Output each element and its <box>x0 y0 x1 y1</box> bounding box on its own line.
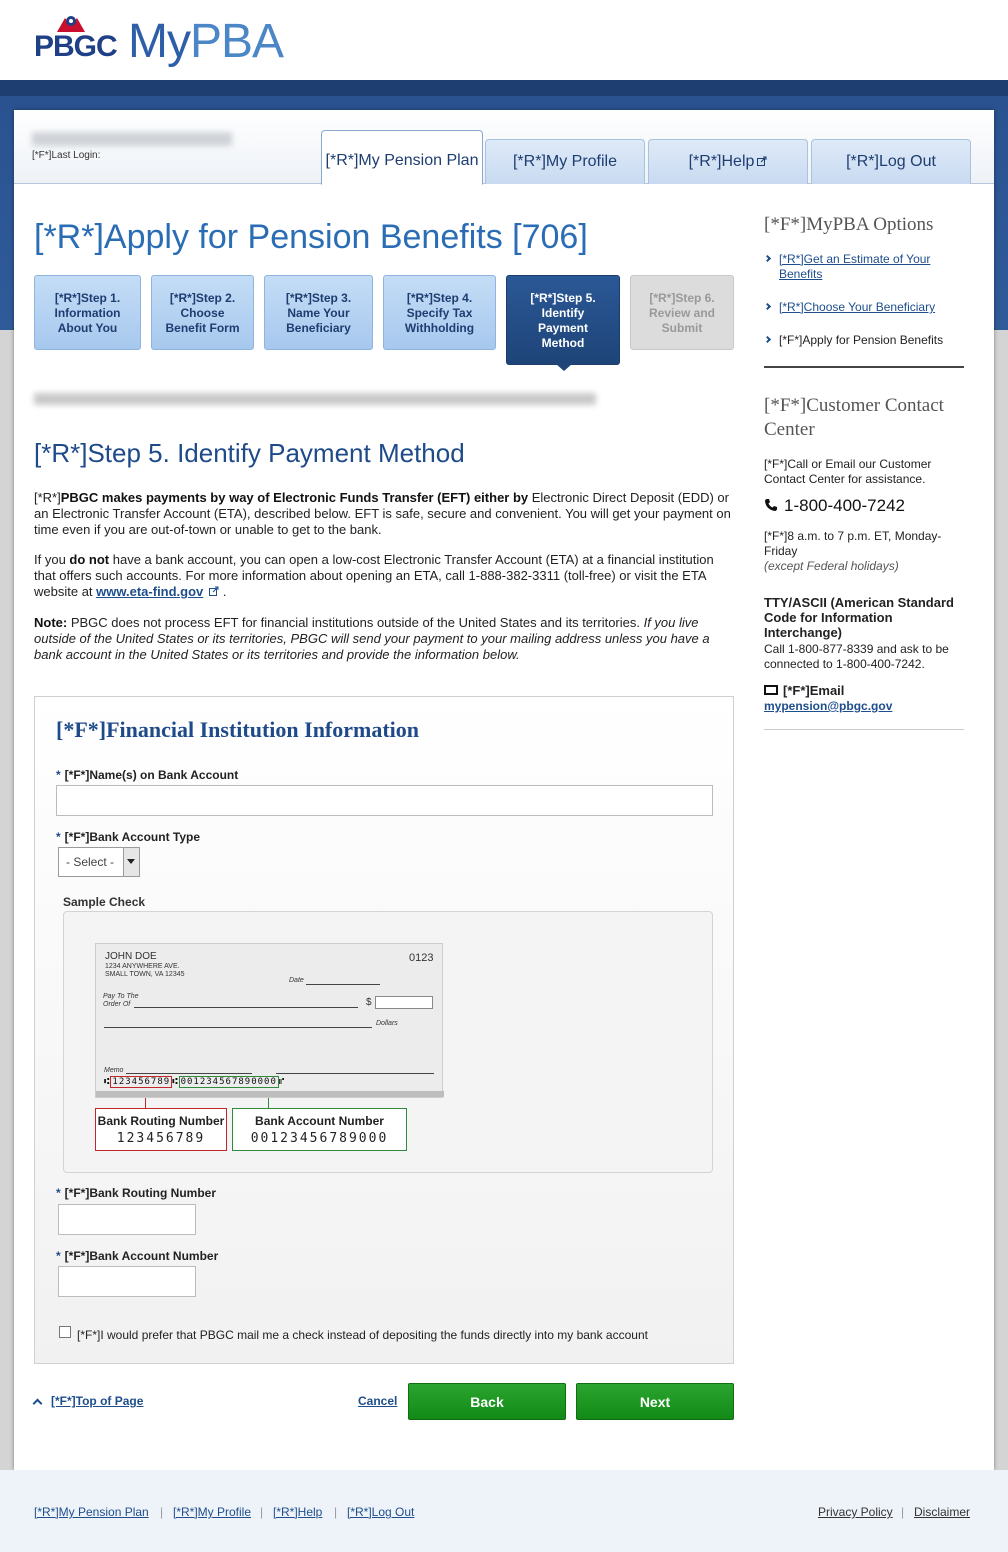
footer-separator: | <box>901 1505 905 1519</box>
routing-number-input[interactable] <box>58 1204 196 1235</box>
check-dollars-label: Dollars <box>376 1020 398 1027</box>
check-date-label: Date <box>289 977 304 984</box>
account-number-label <box>56 1249 218 1263</box>
tab-log-out[interactable]: [*R*]Log Out <box>811 139 971 184</box>
step-4[interactable] <box>383 275 496 350</box>
account-callout <box>232 1108 407 1151</box>
required-marker: * <box>56 830 61 844</box>
name-on-account-input[interactable] <box>56 785 713 816</box>
p3-italic: If you live outside of the United States or its territories, PBGC will send your payment to your mailing address unless you have a bank account in the United States or its territories and provide the information below. <box>34 615 710 662</box>
check-date-line <box>306 984 380 985</box>
contact-intro: [*F*]Call or Email our Customer Contact Center for assistance. <box>764 457 932 486</box>
account-type-label <box>56 830 200 844</box>
footer-log-out[interactable]: [*R*]Log Out <box>347 1505 415 1519</box>
plan-name-redacted <box>34 393 596 405</box>
step-5-line3: Payment <box>537 321 589 335</box>
step-5-line1: [*R*]Step 5. <box>530 291 596 305</box>
account-type-select[interactable] <box>58 847 140 877</box>
tab-help[interactable] <box>648 139 808 184</box>
main-panel <box>14 110 994 1470</box>
top-bar <box>14 110 994 184</box>
step-4-line3: Withholding <box>404 321 475 335</box>
step-3-line1: [*R*]Step 3. <box>285 291 352 305</box>
chevron-right-icon <box>764 336 771 343</box>
footer-separator: | <box>334 1505 338 1519</box>
top-of-page-text: [*F*]Top of Page <box>51 1394 144 1408</box>
step-2-line3: Benefit Form <box>165 321 240 335</box>
account-callout-label: Bank Account Number <box>255 1114 384 1128</box>
tty-text: Call 1-800-877-8339 and ask to be connected to 1-800-400-7242. <box>764 642 949 671</box>
micr-close: ⑈ <box>278 1077 286 1087</box>
header-band <box>0 80 1008 96</box>
micr-mid: ⑆ <box>172 1077 179 1087</box>
email-link[interactable]: mypension@pbgc.gov <box>764 699 893 713</box>
required-marker: * <box>56 768 61 782</box>
routing-number-label <box>56 1186 216 1200</box>
contact-holidays: (except Federal holidays) <box>764 559 899 573</box>
routing-callout-label: Bank Routing Number <box>97 1114 225 1128</box>
step-5-line2: Identify <box>541 306 585 320</box>
check-payee-line <box>134 1007 358 1008</box>
check-pay-to-1: Pay To The <box>103 993 139 1000</box>
required-marker: * <box>56 1186 61 1200</box>
footer-disclaimer[interactable]: Disclaimer <box>914 1505 971 1519</box>
micr-account: 001234567890000 <box>180 1077 277 1087</box>
section-title: [*R*]Step 5. Identify Payment Method <box>34 438 465 468</box>
envelope-icon <box>764 685 778 695</box>
check-number: 0123 <box>409 952 434 964</box>
beneficiary-link[interactable]: [*R*]Choose Your Beneficiary <box>779 300 936 314</box>
step-5-current <box>506 275 620 365</box>
step-3-line2: Name Your <box>287 306 350 320</box>
chevron-down-icon[interactable] <box>123 848 139 876</box>
p1-prefix: [*R*] <box>34 490 61 505</box>
sidebar-item-beneficiary[interactable] <box>779 300 959 315</box>
external-link-icon <box>209 586 219 596</box>
step-2[interactable] <box>151 275 254 350</box>
contact-hours: [*F*]8 a.m. to 7 p.m. ET, Monday-Friday <box>764 529 942 558</box>
name-on-account-label <box>56 768 238 782</box>
current-step-pointer <box>556 364 572 371</box>
sample-check-image <box>95 943 443 1098</box>
step-4-line1: [*R*]Step 4. <box>406 291 473 305</box>
step-3-line3: Beneficiary <box>286 321 351 335</box>
step-1-line1: [*R*]Step 1. <box>54 291 121 305</box>
step-2-line1: [*R*]Step 2. <box>169 291 236 305</box>
p3-bold: Note: <box>34 615 68 630</box>
step-2-line2: Choose <box>180 306 225 320</box>
step-5-line4: Method <box>541 336 585 350</box>
check-micr-line <box>104 1077 285 1087</box>
contact-center-title: [*F*]Customer Contact Center <box>764 395 944 440</box>
sample-check-area <box>63 911 713 1173</box>
logo-pba: PBA <box>189 15 284 68</box>
account-number-input[interactable] <box>58 1266 196 1297</box>
mypba-logo[interactable] <box>128 14 283 69</box>
mail-check-label: [*F*]I would prefer that PBGC mail me a check instead of depositing the funds directly into my bank account <box>77 1328 648 1342</box>
eft-intro-paragraph <box>34 490 734 538</box>
sidebar-divider <box>764 366 964 368</box>
account-label-text: [*F*]Bank Account Number <box>64 1249 219 1263</box>
check-name: JOHN DOE <box>105 951 157 962</box>
step-1-line3: About You <box>57 321 118 335</box>
step-6-line2: Review and <box>648 306 716 320</box>
footer-my-pension-plan[interactable]: [*R*]My Pension Plan <box>34 1505 149 1519</box>
check-amount-line <box>104 1027 372 1028</box>
form-title: [*F*]Financial Institution Information <box>56 717 420 742</box>
sidebar-divider-bottom <box>764 729 964 730</box>
p2-a: If you <box>34 552 70 567</box>
tty-title: TTY/ASCII (American Standard Code for Information Interchange) <box>764 595 954 640</box>
footer-separator: | <box>160 1505 164 1519</box>
p1-rest: Electronic Direct Deposit (EDD) or an Electronic Transfer Account (ETA), described below. EFT is safe, secure and convenient. You will get your payment on time even if you are out-of-town or unable to get to the bank. <box>34 490 731 537</box>
required-marker: * <box>56 1249 61 1263</box>
logo-my: My <box>128 15 190 68</box>
routing-callout <box>95 1108 227 1151</box>
top-of-page-link[interactable] <box>34 1394 143 1408</box>
sidebar-item-apply-current <box>779 333 959 348</box>
phone-number: 1-800-400-7242 <box>784 496 905 515</box>
p2-bold: do not <box>69 552 110 567</box>
check-amount-box <box>375 996 433 1009</box>
tab-help-label: [*R*]Help <box>688 153 755 170</box>
check-address-1: 1234 ANYWHERE AVE. <box>105 963 180 970</box>
account-callout-value: 00123456789000 <box>250 1131 389 1146</box>
phone-icon <box>764 498 778 512</box>
financial-institution-form <box>34 696 734 1364</box>
step-6-line3: Submit <box>661 321 703 335</box>
step-1-line2: Information <box>54 306 121 320</box>
check-memo-label: Memo <box>104 1067 124 1074</box>
sample-check-label: Sample Check <box>63 895 146 909</box>
back-button[interactable]: Back <box>408 1383 566 1420</box>
p2-b: have a bank account, you can open a low-cost Electronic Transfer Account (ETA) at a financial institution that offers such accounts. For more information about opening an ETA, call 1-888-382-3311 (toll-free) or visit the ETA website at <box>34 552 714 599</box>
site-header <box>0 0 1008 80</box>
tab-my-profile[interactable]: [*R*]My Profile <box>485 139 645 184</box>
estimate-link[interactable]: [*R*]Get an Estimate of Your Benefits <box>779 252 931 281</box>
tab-my-pension-plan[interactable]: [*R*]My Pension Plan <box>321 130 483 185</box>
last-login-label: [*F*]Last Login: <box>32 150 101 161</box>
check-signature-line <box>276 1073 434 1074</box>
chevron-right-icon <box>764 255 771 262</box>
mypba-options-title: [*F*]MyPBA Options <box>764 214 934 235</box>
chevron-up-icon <box>33 1399 43 1409</box>
external-link-icon <box>757 156 767 166</box>
step-6 <box>630 275 734 350</box>
type-label-text: [*F*]Bank Account Type <box>64 830 201 844</box>
routing-callout-value: 123456789 <box>116 1131 206 1146</box>
step-1[interactable] <box>34 275 141 350</box>
footer-help[interactable]: [*R*]Help <box>273 1505 323 1519</box>
check-address-2: SMALL TOWN, VA 12345 <box>105 971 185 978</box>
chevron-right-icon <box>764 303 771 310</box>
micr-open: ⑆ <box>104 1077 111 1087</box>
step-3[interactable] <box>264 275 373 350</box>
footer-separator: | <box>260 1505 264 1519</box>
account-type-selected: - Select - <box>66 855 115 869</box>
check-dollar-sign: $ <box>366 997 372 1008</box>
page-title: [*R*]Apply for Pension Benefits [706] <box>34 218 588 256</box>
step-6-line1: [*R*]Step 6. <box>649 291 715 305</box>
mail-check-checkbox[interactable] <box>59 1326 71 1338</box>
name-label-text: [*F*]Name(s) on Bank Account <box>64 768 239 782</box>
next-button[interactable]: Next <box>576 1383 734 1420</box>
eta-paragraph <box>34 552 734 600</box>
routing-label-text: [*F*]Bank Routing Number <box>64 1186 217 1200</box>
check-memo-line <box>126 1073 252 1074</box>
cancel-link[interactable]: Cancel <box>358 1394 398 1408</box>
note-paragraph <box>34 615 734 663</box>
check-bottom-edge <box>96 1091 444 1097</box>
p3-a: PBGC does not process EFT for financial institutions outside of the United States and its territories. <box>67 615 644 630</box>
site-footer <box>0 1470 1008 1552</box>
step-4-line2: Specify Tax <box>406 306 473 320</box>
email-label: [*F*]Email <box>783 683 845 698</box>
email-heading <box>764 683 844 698</box>
footer-privacy-policy[interactable]: Privacy Policy <box>818 1505 893 1519</box>
pbgc-logo[interactable]: PBGC <box>34 30 117 63</box>
user-name-redacted <box>32 132 232 146</box>
check-pay-to-2: Order Of <box>103 1001 131 1008</box>
apply-current-text: [*F*]Apply for Pension Benefits <box>779 333 944 347</box>
contact-phone <box>764 496 905 516</box>
p1-bold: PBGC makes payments by way of Electronic Funds Transfer (EFT) either by <box>60 490 529 505</box>
p2-end: . <box>219 584 227 599</box>
footer-my-profile[interactable]: [*R*]My Profile <box>173 1505 252 1519</box>
micr-routing: 123456789 <box>112 1077 171 1087</box>
sidebar-item-estimate[interactable] <box>779 252 959 282</box>
eta-find-link[interactable]: www.eta-find.gov <box>96 584 204 599</box>
